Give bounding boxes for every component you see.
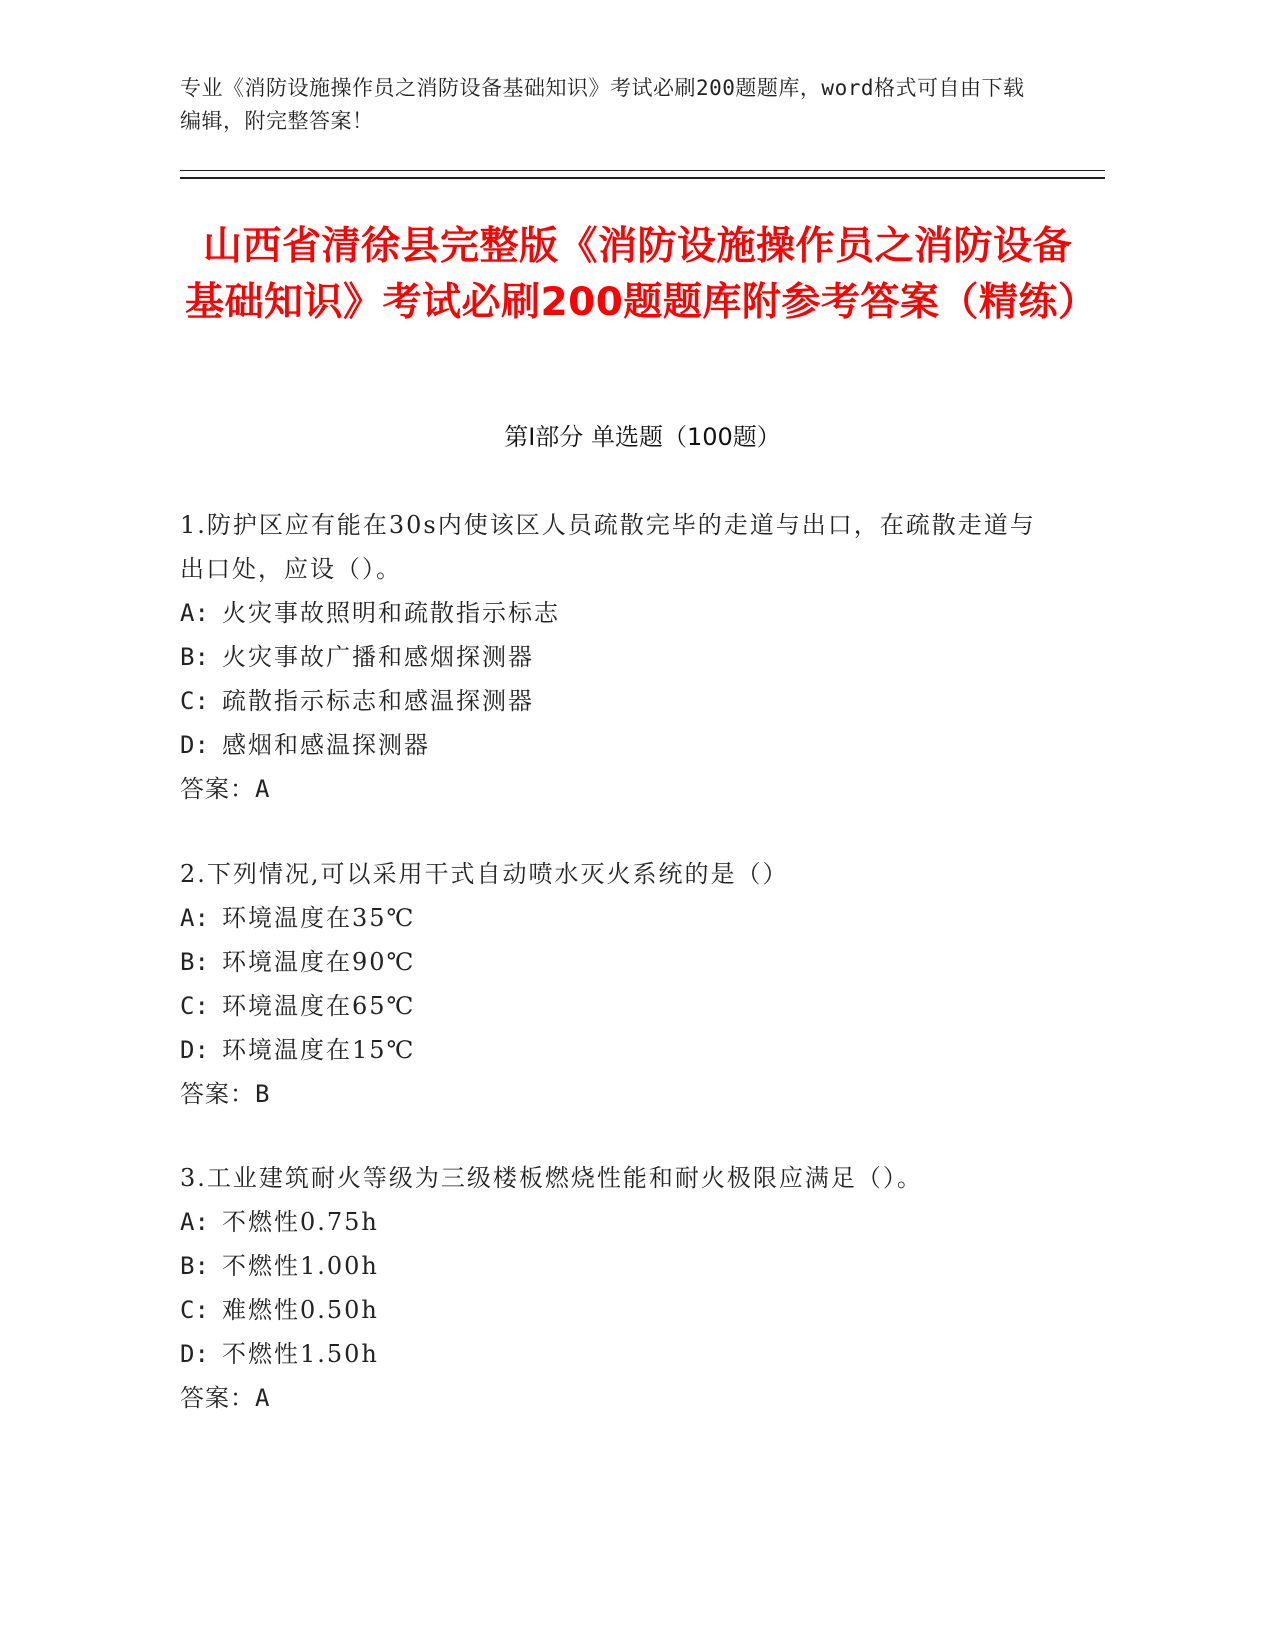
question-option-a bbox=[180, 1200, 1060, 1244]
option-text: 感烟和感温探测器 bbox=[222, 731, 430, 759]
option-letter: C: bbox=[180, 687, 209, 715]
option-letter: D: bbox=[180, 1340, 209, 1368]
question-option-b bbox=[180, 940, 1060, 984]
option-text: 不燃性1.00h bbox=[222, 1252, 379, 1280]
option-text: 不燃性1.50h bbox=[222, 1340, 379, 1368]
option-text: 火灾事故照明和疏散指示标志 bbox=[222, 599, 560, 627]
option-letter: B: bbox=[180, 643, 209, 671]
option-letter: B: bbox=[180, 1252, 209, 1280]
question-option-b bbox=[180, 1244, 1060, 1288]
question-option-d bbox=[180, 1332, 1060, 1376]
answer-value: A bbox=[255, 1384, 271, 1412]
header-note: 专业《消防设施操作员之消防设备基础知识》考试必刷200题题库，word格式可自由下载编辑，附完整答案！ bbox=[180, 76, 1025, 133]
header-rule-thick bbox=[180, 177, 1105, 179]
question-stem: 3.工业建筑耐火等级为三级楼板燃烧性能和耐火极限应满足（）。 bbox=[180, 1164, 923, 1192]
question-option-d bbox=[180, 1028, 1060, 1072]
question-answer bbox=[180, 1376, 1060, 1420]
option-text: 难燃性0.50h bbox=[222, 1296, 379, 1324]
question-3 bbox=[180, 1156, 1060, 1420]
question-option-c bbox=[180, 1288, 1060, 1332]
question-option-c bbox=[180, 984, 1060, 1028]
question-1 bbox=[180, 503, 1060, 811]
question-option-d bbox=[180, 723, 1060, 767]
question-option-a bbox=[180, 896, 1060, 940]
option-text: 环境温度在90℃ bbox=[222, 948, 416, 976]
option-text: 环境温度在15℃ bbox=[222, 1036, 416, 1064]
answer-label: 答案： bbox=[180, 775, 255, 803]
option-text: 环境温度在65℃ bbox=[222, 992, 416, 1020]
question-stem: 1.防护区应有能在30s内使该区人员疏散完毕的走道与出口，在疏散走道与出口处，应设（）。 bbox=[180, 511, 1036, 583]
section-heading: 第I部分 单选题（100题） bbox=[504, 423, 781, 451]
option-letter: C: bbox=[180, 992, 209, 1020]
question-option-a bbox=[180, 591, 1060, 635]
option-letter: B: bbox=[180, 948, 209, 976]
question-answer bbox=[180, 1072, 1060, 1116]
option-text: 不燃性0.75h bbox=[222, 1208, 379, 1236]
question-option-c bbox=[180, 679, 1060, 723]
answer-label: 答案： bbox=[180, 1080, 255, 1108]
option-letter: A: bbox=[180, 599, 209, 627]
answer-value: A bbox=[255, 775, 271, 803]
header-rule-thin bbox=[180, 170, 1105, 171]
question-stem: 2.下列情况,可以采用干式自动喷水灭火系统的是（） bbox=[180, 860, 789, 888]
option-letter: C: bbox=[180, 1296, 209, 1324]
option-text: 火灾事故广播和感烟探测器 bbox=[222, 643, 534, 671]
option-letter: D: bbox=[180, 1036, 209, 1064]
answer-value: B bbox=[255, 1080, 271, 1108]
question-answer bbox=[180, 767, 1060, 811]
document-title: 山西省清徐县完整版《消防设施操作员之消防设备基础知识》考试必刷200题题库附参考答案（精练） bbox=[185, 224, 1098, 325]
answer-label: 答案： bbox=[180, 1384, 255, 1412]
option-text: 疏散指示标志和感温探测器 bbox=[222, 687, 534, 715]
question-option-b bbox=[180, 635, 1060, 679]
option-letter: A: bbox=[180, 904, 209, 932]
option-letter: D: bbox=[180, 731, 209, 759]
option-text: 环境温度在35℃ bbox=[222, 904, 416, 932]
question-2 bbox=[180, 852, 1060, 1116]
option-letter: A: bbox=[180, 1208, 209, 1236]
